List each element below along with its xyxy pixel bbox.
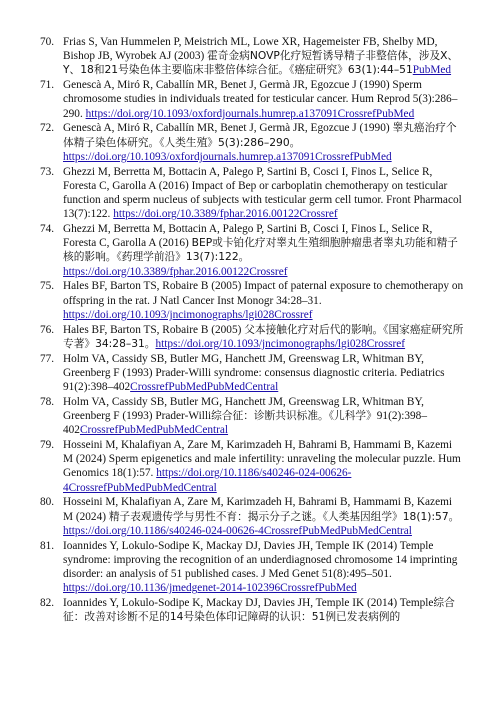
- reference-text: Hales BF, Barton TS, Robaire B (2005): [63, 323, 245, 336]
- reference-item: [40, 165, 464, 222]
- reference-item: [40, 222, 464, 279]
- reference-text-zh: 霍奇金病NOVP化疗短暂诱导精子非整倍体，涉及X、Y、18和21号染色体主要临床非整倍体综合征。《癌症研究》63(1):44–51: [63, 49, 459, 77]
- reference-item: [40, 596, 464, 624]
- reference-item: [40, 279, 464, 322]
- reference-item: [40, 539, 464, 596]
- reference-number: 75.: [40, 280, 55, 293]
- reference-text-zh: BEP或卡铂化疗对睾丸生殖细胞肿瘤患者睾丸功能和精子核的影响。《药理学前沿》13(7):122。: [63, 236, 458, 264]
- reference-text: Holm VA, Cassidy SB, Butler MG, Hanchett JM, Greenswag LR, Whitman BY, Greenberg F (1993) Prader-Willi: [63, 395, 424, 423]
- reference-link[interactable]: https://doi.org/10.1186/s40246-024-00626-4CrossrefPubMedPubMedCentral: [63, 467, 352, 494]
- reference-link[interactable]: https://doi.org/10.1093/jncimonographs/lgi028Crossref: [155, 337, 406, 350]
- reference-link[interactable]: PubMed: [412, 64, 452, 77]
- reference-item: [40, 121, 464, 164]
- reference-item: [40, 35, 464, 78]
- reference-text: Frias S, Van Hummelen P, Meistrich ML, Lowe XR, Hagemeister FB, Shelby MD, Bishop JB, Wyrobek AJ (2003): [63, 36, 438, 63]
- reference-item: [40, 352, 464, 395]
- reference-text: Holm VA, Cassidy SB, Butler MG, Hanchett JM, Greenswag LR, Whitman BY, Greenberg F (1993) Prader-Willi syndrome: consensus diagnostic criteria. Pediatrics 91(2):398–402: [63, 352, 445, 394]
- reference-link[interactable]: CrossrefPubMedPubMedCentral: [79, 424, 229, 437]
- reference-text: Hosseini M, Khalafiyan A, Zare M, Karimzadeh H, Bahrami B, Hammami B, Kazemi M (2024): [63, 496, 453, 523]
- reference-item: [40, 495, 464, 538]
- reference-number: 77.: [40, 352, 55, 365]
- reference-text-zh: 综合征：改善对诊断不足的14号染色体印记障碍的认识：51例已发表病例的: [63, 596, 455, 624]
- reference-number: 73.: [40, 165, 55, 178]
- reference-number: 72.: [40, 122, 55, 135]
- reference-text: Genescà A, Miró R, Caballín MR, Benet J, Germà JR, Egozcue J (1990) Sperm chromosome studies in individuals treated for testicular cancer. Hum Reprod 5(3):286–290.: [63, 79, 458, 120]
- reference-text: Ghezzi M, Berretta M, Bottacin A, Palego P, Sartini B, Cosci I, Finos L, Selice R, Foresta C, Garolla A (2016) Impact of Bep or carboplatin chemotherapy on testicular function and sperm nucleus of subjects with testicular germ cell tumor. Front Pharmacol 13(7):122.: [63, 165, 462, 221]
- reference-link[interactable]: https://doi.org/10.1186/s40246-024-00626-4CrossrefPubMedPubMedCentral: [63, 524, 412, 537]
- reference-text: Genescà A, Miró R, Caballín MR, Benet J, Germà JR, Egozcue J (1990): [63, 122, 393, 135]
- reference-text: Ioannides Y, Lokulo-Sodipe K, Mackay DJ, Davies JH, Temple IK (2014) Temple: [63, 597, 434, 610]
- reference-item: [40, 323, 464, 351]
- reference-link[interactable]: https://doi.org/10.3389/fphar.2016.00122Crossref: [113, 208, 338, 221]
- reference-list: [40, 35, 464, 624]
- reference-item: [40, 78, 464, 121]
- reference-text-zh: 综合征：诊断共识标准。《儿科学》: [211, 409, 377, 423]
- reference-number: 71.: [40, 79, 55, 92]
- reference-text-zh: 父本接触化疗对后代的影响。《国家癌症研究所专著》34:28–31。: [63, 322, 464, 350]
- reference-text-zh: 精子表观遗传学与男性不育：揭示分子之谜。《人类基因组学》18(1):57。: [108, 509, 460, 523]
- reference-number: 82.: [40, 597, 55, 610]
- reference-link[interactable]: https://doi.org/10.1093/jncimonographs/lgi028Crossref: [63, 308, 313, 321]
- reference-text-zh: 睾丸癌治疗个体精子染色体研究。《人类生殖》5(3):286–290。: [63, 121, 457, 149]
- reference-text: Ghezzi M, Berretta M, Bottacin A, Palego P, Sartini B, Cosci I, Finos L, Selice R, Foresta C, Garolla A (2016): [63, 223, 433, 250]
- reference-number: 70.: [40, 36, 55, 48]
- reference-number: 78.: [40, 395, 55, 408]
- reference-text: Hales BF, Barton TS, Robaire B (2005) Impact of paternal exposure to chemotherapy on offspring in the rat. J Natl Cancer Inst Monogr 34:28–31.: [63, 280, 464, 307]
- reference-text: Hosseini M, Khalafiyan A, Zare M, Karimzadeh H, Bahrami B, Hammami B, Kazemi M (2024) Sperm epigenetics and male infertility: unraveling the molecular puzzle. Hum Genomics 18(1):57.: [63, 439, 461, 480]
- reference-item: [40, 395, 464, 438]
- reference-link[interactable]: CrossrefPubMedPubMedCentral: [130, 381, 279, 394]
- reference-number: 76.: [40, 323, 55, 336]
- reference-text: 91(2):398–402: [63, 410, 427, 437]
- reference-text: Ioannides Y, Lokulo-Sodipe K, Mackay DJ, Davies JH, Temple IK (2014) Temple syndrome: improving the recognition of an underdiagnosed chromosome 14 imprinting disorder: an analysis of 51 published cases. J Med Genet 51(8):495–501.: [63, 539, 458, 581]
- reference-number: 74.: [40, 223, 55, 236]
- reference-link[interactable]: https://doi.org/10.1136/jmedgenet-2014-102396CrossrefPubMed: [63, 582, 357, 595]
- reference-link[interactable]: https://doi.org/10.1093/oxfordjournals.humrep.a137091CrossrefPubMed: [63, 150, 392, 163]
- reference-number: 79.: [40, 439, 55, 452]
- reference-number: 80.: [40, 496, 55, 509]
- reference-link[interactable]: https://doi.org/10.3389/fphar.2016.00122Crossref: [63, 265, 288, 278]
- reference-item: [40, 438, 464, 495]
- reference-number: 81.: [40, 539, 55, 552]
- reference-link[interactable]: https://doi.org/10.1093/oxfordjournals.humrep.a137091CrossrefPubMed: [85, 107, 415, 120]
